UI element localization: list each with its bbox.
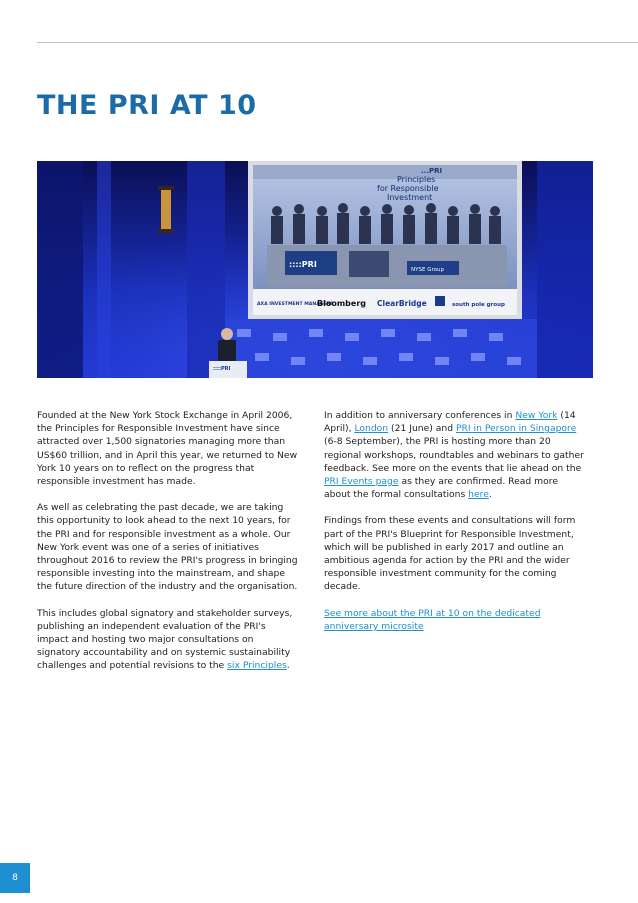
- left-paragraph-2: As well as celebrating the past decade, we are taking this opportunity to look ahead to the next 10 years, for the PRI and for responsible investment as a whole. Our New York event was one of a series of initiatives throughout 2016 to review the PRI's progress in bringing responsible investing into the mainstream, and shape the future direction of the industry and the organisation.: [37, 502, 298, 593]
- right-paragraph-1: In addition to anniversary conferences in New York (14 April), London (21 June) and PRI in Person in Singapore (6-8 September), the PRI is hosting more than 20 regional workshops, roundtables and webinars to gather feedback. See more on the events that lie ahead on the PRI Events page as they are confirmed. Read more about the formal consultations here.: [324, 410, 584, 501]
- page-title: THE PRI AT 10: [37, 90, 257, 121]
- right-paragraph-2: Findings from these events and consultations will form part of the PRI's Blueprint for Responsible Investment, which will be published in early 2017 and outline an ambitious agenda for action by the PRI and the wider responsible investment community for the coming decade.: [324, 515, 576, 593]
- header-rule: [37, 42, 638, 43]
- sponsor-south-pole: south pole group: [452, 302, 505, 308]
- pri-in-person-singapore-link[interactable]: PRI in Person in Singapore: [455, 423, 577, 435]
- page-number: 8: [12, 873, 18, 883]
- right-paragraph-3: [324, 607, 586, 633]
- screen-title-3: Investment: [387, 193, 433, 202]
- podium-pri-logo: ::::PRI: [213, 366, 231, 372]
- screen-pri-logo: ::::PRI: [289, 260, 317, 269]
- projection-screen: [248, 161, 522, 319]
- left-paragraph-1: Founded at the New York Stock Exchange in April 2006, the Principles for Responsible Investment have since attracted over 1,500 signatories managing more than US$60 trillion, and in April this year, we returned to New York 10 years on to reflect on the progress that responsible investment has made.: [37, 410, 298, 488]
- right-column: [324, 409, 586, 646]
- left-column: [37, 409, 299, 686]
- screen-nyse-logo: NYSE Group: [411, 267, 444, 273]
- sponsor-clearbridge: ClearBridge: [377, 299, 427, 308]
- screen-title-1: Principles: [397, 175, 436, 184]
- screen-small-title: ...PRI: [421, 167, 443, 175]
- left-paragraph-3: This includes global signatory and stakeholder surveys, publishing an independent evaluation of the PRI's impact and hosting two major consultations on signatory accountability and on systemic sustainability challenges and potential revisions to the six Principles.: [37, 607, 293, 672]
- podium: [209, 361, 247, 378]
- page-number-badge: [0, 863, 30, 893]
- new-york-link[interactable]: New York: [515, 410, 558, 421]
- sponsor-bloomberg: Bloomberg: [317, 299, 366, 308]
- screen-title-2: for Responsible: [377, 184, 439, 193]
- six-principles-link[interactable]: six Principles: [227, 660, 287, 672]
- pri-events-page-link[interactable]: PRI Events page: [324, 476, 399, 488]
- consultations-here-link[interactable]: here: [468, 489, 489, 501]
- deutsche-bank-logo: [435, 296, 445, 306]
- sponsor-axa: AXA INVESTMENT MANAGERS: [257, 302, 334, 307]
- event-photo: [37, 161, 593, 378]
- london-link[interactable]: London: [354, 423, 389, 435]
- anniversary-microsite-link[interactable]: See more about the PRI at 10 on the dedicated anniversary microsite: [324, 607, 541, 632]
